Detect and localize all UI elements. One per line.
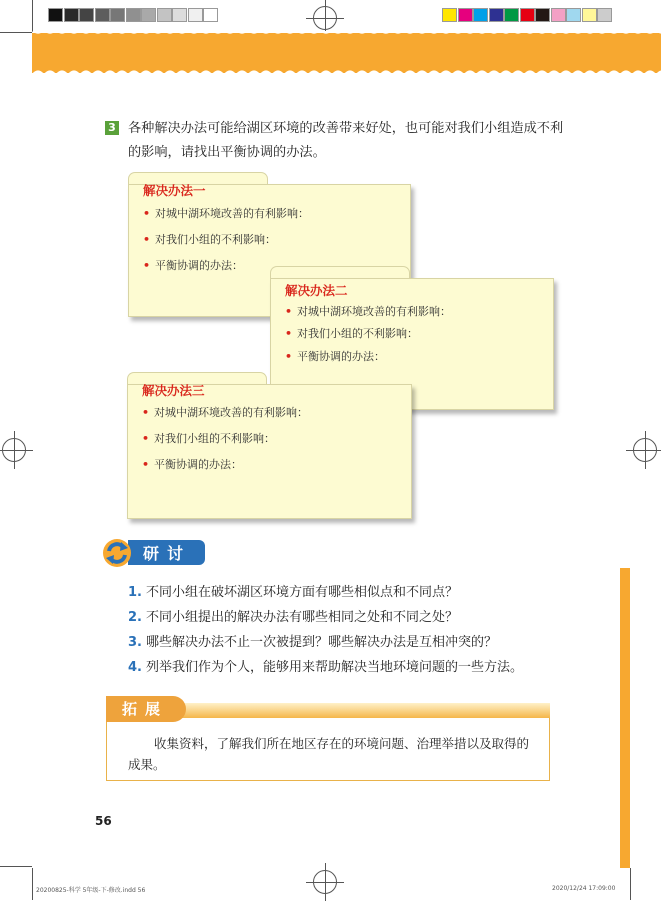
question-index: 2. <box>128 610 142 625</box>
color-swatch <box>458 8 473 22</box>
extension-title: 拓展 <box>122 700 169 718</box>
header-band-top-wave <box>32 31 661 37</box>
question-text: 各种解决办法可能给湖区环境的改善带来好处，也可能对我们小组造成不利的影响，请找出平衡协调的办法。 <box>128 121 564 160</box>
color-swatch <box>126 8 141 22</box>
color-swatch <box>442 8 457 22</box>
color-swatch <box>110 8 125 22</box>
crop-mark <box>0 32 32 33</box>
page-number: 56 <box>95 814 112 828</box>
question-number: 3 <box>105 121 119 135</box>
color-swatch <box>172 8 187 22</box>
solution-item: • 对我们小组的不利影响： <box>143 231 276 247</box>
solution-item: • 平衡协调的办法： <box>143 257 243 273</box>
color-swatch <box>566 8 581 22</box>
question-index: 1. <box>128 585 142 600</box>
discussion-question <box>128 606 458 625</box>
solution-item: • 对我们小组的不利影响： <box>285 325 418 341</box>
color-swatch <box>141 8 156 22</box>
question-index: 4. <box>128 660 142 675</box>
color-swatch <box>188 8 203 22</box>
footer-timestamp: 2020/12/24 17:09:00 <box>552 885 616 892</box>
solution-item: • 平衡协调的办法： <box>285 348 385 364</box>
color-swatch <box>535 8 550 22</box>
solution-title: 解决办法二 <box>285 283 348 298</box>
color-swatch <box>504 8 519 22</box>
crop-mark <box>32 868 33 900</box>
color-swatch <box>203 8 218 22</box>
crop-mark <box>0 866 32 867</box>
color-swatch <box>64 8 79 22</box>
header-wave <box>32 66 661 74</box>
refresh-arrows-icon <box>101 538 133 568</box>
extension-body: 收集资料，了解我们所在地区存在的环境问题、治理举措以及取得的成果。 <box>128 736 530 772</box>
color-swatch <box>597 8 612 22</box>
question-text: 不同小组在破坏湖区环境方面有哪些相似点和不同点？ <box>145 585 458 600</box>
discussion-question <box>128 631 497 650</box>
solution-item: • 平衡协调的办法： <box>142 456 242 472</box>
solution-item: • 对城中湖环境改善的有利影响： <box>142 404 308 420</box>
color-swatch <box>582 8 597 22</box>
question-text: 列举我们作为个人，能够用来帮助解决当地环境问题的一些方法。 <box>145 660 523 675</box>
side-accent-bar <box>620 568 630 868</box>
discussion-question <box>128 656 523 675</box>
solution-item: • 对城中湖环境改善的有利影响： <box>143 205 309 221</box>
solution-card-3 <box>127 384 412 519</box>
question-text: 不同小组提出的解决办法有哪些相同之处和不同之处？ <box>145 610 458 625</box>
color-swatch <box>520 8 535 22</box>
registration-mark-icon <box>633 438 657 462</box>
footer-file: 20200825-科学 5年级-下-修改.indd 56 <box>36 887 146 894</box>
crop-mark <box>32 0 33 32</box>
registration-mark-icon <box>313 870 337 894</box>
color-swatch <box>79 8 94 22</box>
crop-mark <box>630 868 631 900</box>
discussion-question <box>128 581 458 600</box>
question-text: 哪些解决办法不止一次被提到？哪些解决办法是互相冲突的？ <box>145 635 497 650</box>
solution-item: • 对我们小组的不利影响： <box>142 430 275 446</box>
color-swatch <box>157 8 172 22</box>
registration-mark-icon <box>2 438 26 462</box>
solution-title: 解决办法一 <box>143 183 206 198</box>
registration-mark-icon <box>313 6 337 30</box>
question-index: 3. <box>128 635 142 650</box>
color-swatch <box>473 8 488 22</box>
solution-title: 解决办法三 <box>142 383 205 398</box>
extension-text <box>128 733 538 775</box>
discussion-title: 研讨 <box>143 544 192 563</box>
color-swatch <box>551 8 566 22</box>
solution-item: • 对城中湖环境改善的有利影响： <box>285 303 451 319</box>
color-swatch <box>95 8 110 22</box>
color-swatch <box>489 8 504 22</box>
color-swatch <box>48 8 63 22</box>
